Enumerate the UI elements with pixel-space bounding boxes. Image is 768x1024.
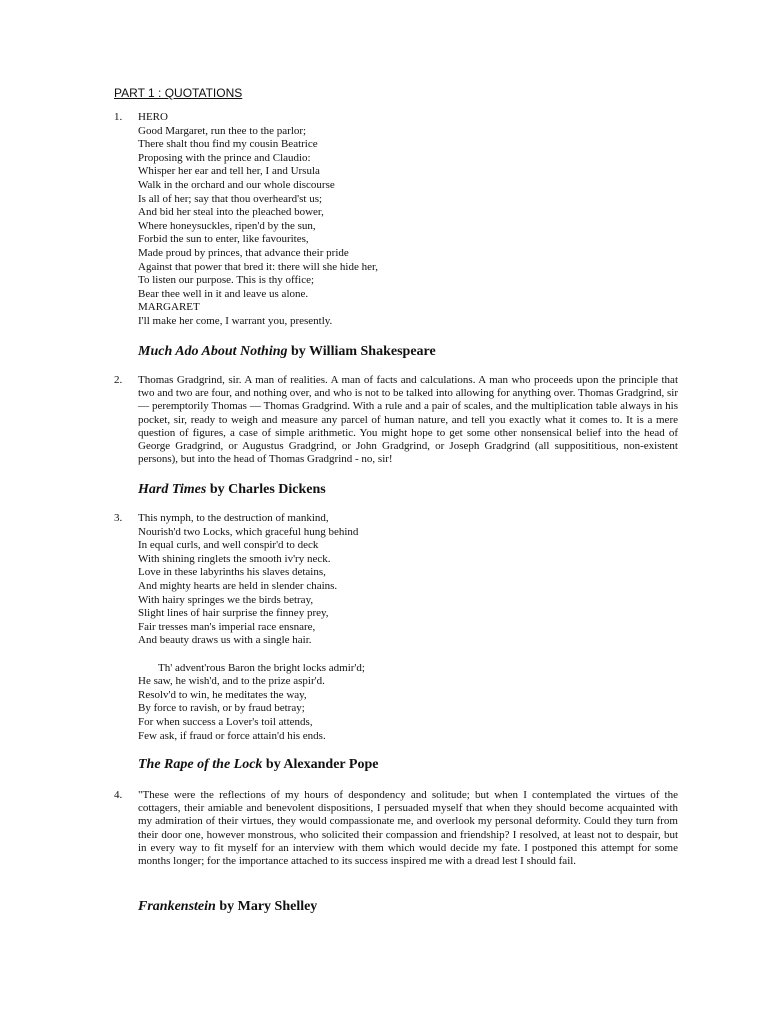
verse-line: Th' advent'rous Baron the bright locks admir'd;	[158, 661, 365, 674]
verse-line: Forbid the sun to enter, like favourites,	[138, 233, 309, 246]
verse-line: Bear thee well in it and leave us alone.	[138, 287, 309, 300]
work-author: by Charles Dickens	[209, 482, 326, 497]
quotation-3	[114, 512, 694, 744]
verse-line: He saw, he wish'd, and to the prize aspir'd.	[138, 675, 325, 688]
verse-line: Nourish'd two Locks, which graceful hung behind	[138, 525, 359, 538]
verse-line: Where honeysuckles, ripen'd by the sun,	[138, 219, 316, 232]
verse-line: And beauty draws us with a single hair.	[138, 634, 312, 647]
work-title: Hard Times	[138, 482, 207, 497]
verse-line: Love in these labyrinths his slaves detains,	[138, 566, 326, 579]
verse-line: And bid her steal into the pleached bower,	[138, 206, 324, 219]
quotation-4	[114, 789, 694, 884]
work-author: by William Shakespeare	[291, 344, 436, 359]
attribution-1	[138, 343, 436, 361]
work-title: Frankenstein	[138, 899, 216, 914]
stanza-break	[138, 648, 678, 662]
verse-line: With shining ringlets the smooth iv'ry neck.	[138, 552, 331, 565]
verse-line: HERO	[138, 111, 168, 123]
quotation-number: 4.	[114, 789, 123, 801]
attribution-4	[138, 898, 317, 916]
verse-line: Fair tresses man's imperial race ensnare,	[138, 620, 316, 633]
attribution-2	[138, 481, 326, 499]
verse-line: MARGARET	[138, 301, 200, 314]
verse-line: For when success a Lover's toil attends,	[138, 715, 313, 728]
verse-line: Proposing with the prince and Claudio:	[138, 151, 311, 164]
verse-line: To listen our purpose. This is thy office;	[138, 274, 315, 287]
verse-line: Slight lines of hair surprise the finney prey,	[138, 607, 329, 620]
quotation-verse	[138, 512, 678, 743]
work-author: by Mary Shelley	[219, 899, 318, 914]
quotation-prose: "These were the reflections of my hours of despondency and solitude; but when I contemplated the virtues of the cottagers, their amiable and benevolent dispositions, I persuaded myself that when they should become acquainted with my admiration of their virtues, they would compassionate me, and overlook my personal deformity. Could they turn from their door one, however monstrous, who solicited their compassion and friendship? I resolved, at least not to despair, but in every way to fit myself for an interview with them which would decide my fate. I postponed this attempt for some months longer; for the importance attached to its success inspired me with a dread lest I should fail.	[138, 789, 678, 868]
verse-line: In equal curls, and well conspir'd to deck	[138, 539, 319, 552]
work-title: The Rape of the Lock	[138, 757, 263, 772]
quotation-2	[114, 374, 694, 469]
verse-line: This nymph, to the destruction of mankind,	[138, 512, 329, 524]
verse-line: Made proud by princes, that advance their pride	[138, 246, 349, 259]
quotation-number: 2.	[114, 374, 123, 386]
work-author: by Alexander Pope	[265, 757, 379, 772]
quotation-verse	[138, 111, 678, 329]
section-heading: PART 1 : QUOTATIONS	[114, 86, 243, 100]
quotation-number: 1.	[114, 111, 123, 123]
verse-line: Walk in the orchard and our whole discourse	[138, 178, 335, 191]
verse-line: By force to ravish, or by fraud betray;	[138, 702, 305, 715]
work-title: Much Ado About Nothing	[138, 344, 288, 359]
verse-line: Against that power that bred it: there will she hide her,	[138, 260, 378, 273]
verse-line: I'll make her come, I warrant you, presently.	[138, 314, 333, 327]
verse-line: Whisper her ear and tell her, I and Ursula	[138, 165, 320, 178]
quotation-1	[114, 111, 694, 331]
quotation-prose: Thomas Gradgrind, sir. A man of realities. A man of facts and calculations. A man who proceeds upon the principle that two and two are four, and nothing over, and who is not to be talked into allowing for anything over. Thomas Gradgrind, sir — peremptorily Thomas — Thomas Gradgrind. With a rule and a pair of scales, and the multiplication table always in his pocket, sir, ready to weigh and measure any parcel of human nature, and tell you exactly what it comes to. It is a mere question of figures, a case of simple arithmetic. You might hope to get some other nonsensical belief into the head of George Gradgrind, or Augustus Gradgrind, or John Gradgrind, or Joseph Gradgrind (all supposititious, non-existent persons), but into the head of Thomas Gradgrind - no, sir!	[138, 374, 678, 466]
verse-line: Is all of her; say that thou overheard'st us;	[138, 192, 323, 205]
verse-line: And mighty hearts are held in slender chains.	[138, 579, 338, 592]
attribution-3	[138, 756, 378, 774]
verse-line: Few ask, if fraud or force attain'd his ends.	[138, 729, 326, 742]
verse-line: With hairy springes we the birds betray,	[138, 593, 314, 606]
quotation-number: 3.	[114, 512, 123, 524]
verse-line: There shalt thou find my cousin Beatrice	[138, 138, 318, 151]
verse-line: Good Margaret, run thee to the parlor;	[138, 124, 307, 137]
verse-line: Resolv'd to win, he meditates the way,	[138, 688, 307, 701]
